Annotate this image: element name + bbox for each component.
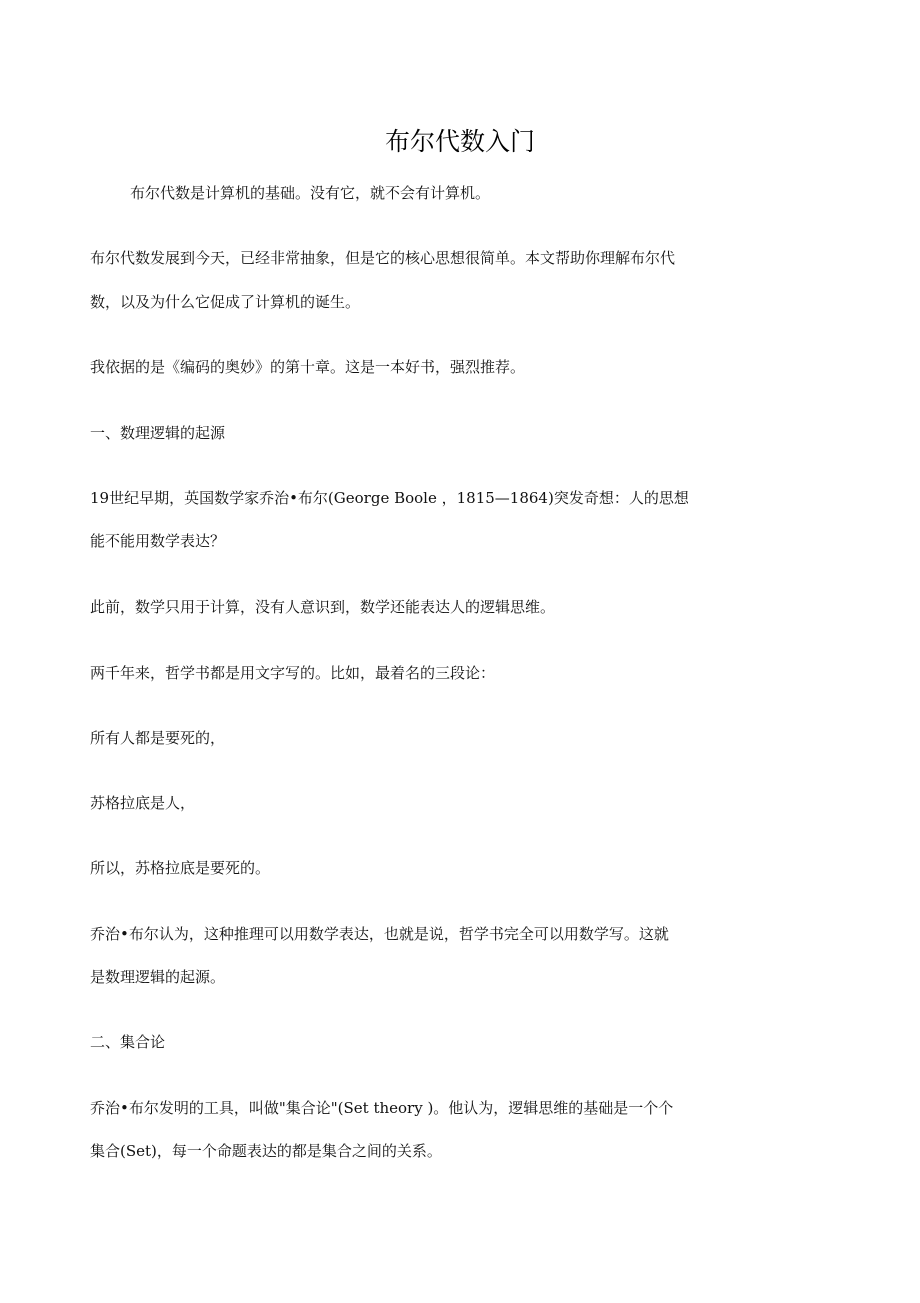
paragraph-line: 乔治•布尔认为，这种推理可以用数学表达，也就是说，哲学书完全可以用数学写。这就: [90, 925, 669, 943]
paragraph-line: 集合(Set)，每一个命题表达的都是集合之间的关系。: [90, 1142, 442, 1160]
paragraph-line: 乔治•布尔发明的工具，叫做"集合论"(Set theory )。他认为，逻辑思维的基础是一个个: [90, 1099, 674, 1117]
paragraph-line: 此前，数学只用于计算，没有人意识到，数学还能表达人的逻辑思维。: [90, 598, 556, 616]
paragraph-line: 两千年来，哲学书都是用文字写的。比如，最着名的三段论：: [90, 664, 496, 682]
document-title: 布尔代数入门: [384, 127, 535, 156]
paragraph-line: 数，以及为什么它促成了计算机的诞生。: [90, 293, 361, 311]
paragraph-line: 布尔代数发展到今天，已经非常抽象，但是它的核心思想很简单。本文帮助你理解布尔代: [90, 249, 676, 267]
syllogism-line: 所以，苏格拉底是要死的。: [90, 859, 271, 877]
syllogism-line: 苏格拉底是人，: [90, 794, 196, 812]
section-heading: 二、集合论: [90, 1033, 166, 1051]
paragraph-line: 是数理逻辑的起源。: [90, 968, 226, 986]
paragraph-line: 能不能用数学表达？: [90, 532, 226, 550]
paragraph-line: 我依据的是《编码的奥妙》的第十章。这是一本好书，强烈推荐。: [90, 358, 526, 376]
section-heading: 一、数理逻辑的起源: [90, 424, 226, 442]
intro-paragraph: 布尔代数是计算机的基础。没有它，就不会有计算机。: [130, 184, 491, 202]
paragraph-line: 19世纪早期，英国数学家乔治•布尔(George Boole ，1815—1864)突发奇想：人的思想: [90, 489, 689, 507]
syllogism-line: 所有人都是要死的，: [90, 729, 226, 747]
